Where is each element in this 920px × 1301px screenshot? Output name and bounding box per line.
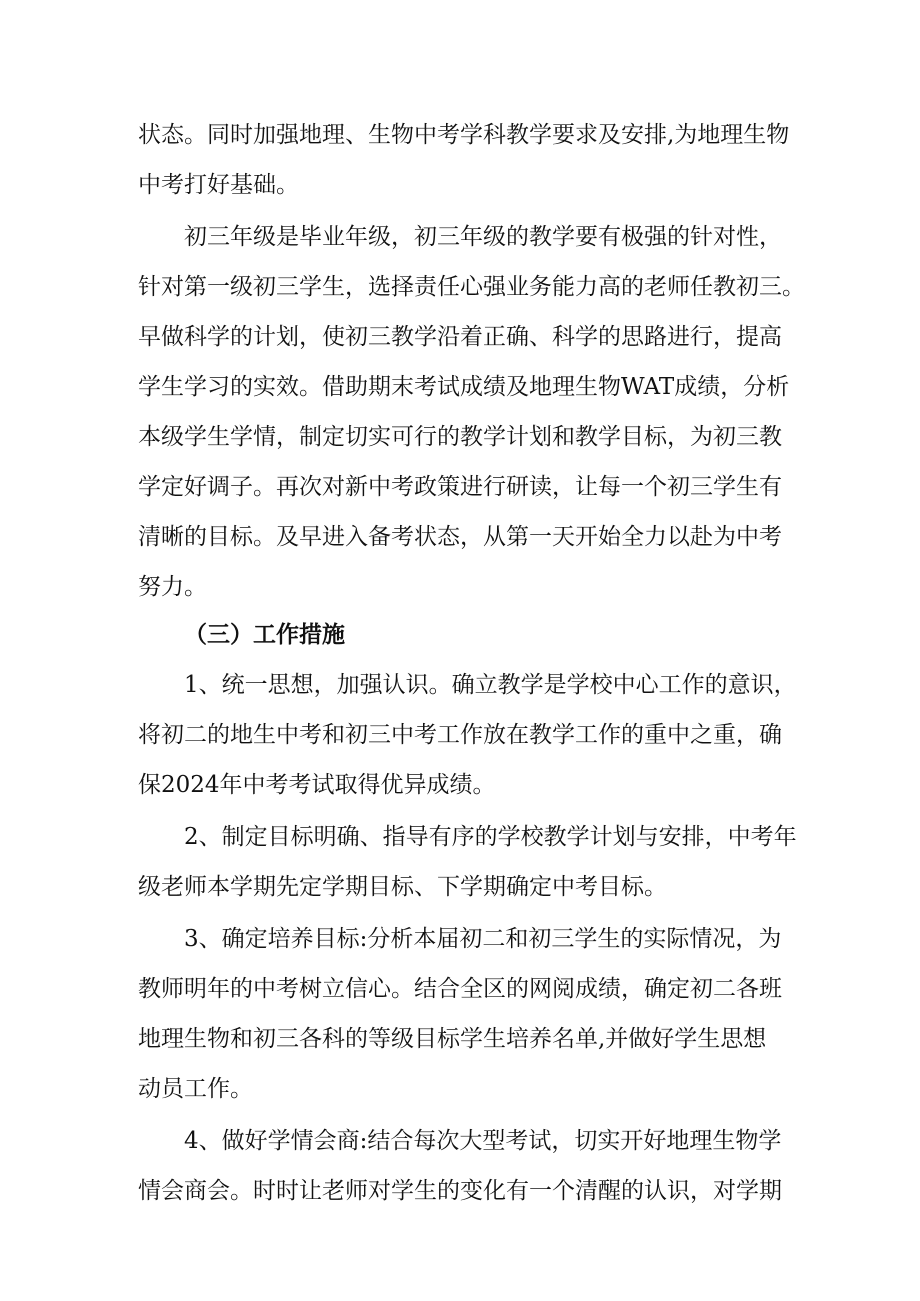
text-line: 清晰的目标。及早进入备考状态，从第一天开始全力以赴为中考 (138, 524, 782, 550)
text-line: 地理生物和初三各科的等级目标学生培养名单,并做好学生思想 (138, 1026, 767, 1052)
text-line: 学生学习的实效。借助期末考试成绩及地理生物WAT成绩，分析 (138, 374, 790, 400)
text-line: 中考打好基础。 (138, 172, 299, 198)
paragraph-first-line: 3、确定培养目标:分析本届初二和初三学生的实际情况，为 (184, 926, 782, 952)
paragraph-first-line: 4、做好学情会商:结合每次大型考试，切实开好地理生物学 (184, 1128, 782, 1154)
paragraph-first-line: 初三年级是毕业年级，初三年级的教学要有极强的针对性， (184, 224, 782, 250)
text-line: 针对第一级初三学生，选择责任心强业务能力高的老师任教初三。 (138, 274, 805, 300)
text-line: 级老师本学期先定学期目标、下学期确定中考目标。 (138, 874, 667, 900)
text-line: 情会商会。时时让老师对学生的变化有一个清醒的认识，对学期 (138, 1178, 782, 1204)
text-line: 教师明年的中考树立信心。结合全区的网阅成绩，确定初二各班 (138, 976, 782, 1002)
paragraph-first-line: 1、统一思想，加强认识。确立教学是学校中心工作的意识， (184, 672, 797, 698)
section-heading: （三）工作措施 (184, 621, 345, 648)
paragraph-first-line: 2、制定目标明确、指导有序的学校教学计划与安排，中考年 (184, 824, 797, 850)
text-line: 保2024年中考考试取得优异成绩。 (138, 772, 496, 798)
text-line: 动员工作。 (138, 1076, 253, 1102)
text-line: 努力。 (138, 574, 207, 600)
text-line: 学定好调子。再次对新中考政策进行研读，让每一个初三学生有 (138, 474, 782, 500)
text-line: 将初二的地生中考和初三中考工作放在教学工作的重中之重，确 (138, 722, 782, 748)
text-line: 状态。同时加强地理、生物中考学科教学要求及安排,为地理生物 (138, 122, 790, 148)
text-line: 早做科学的计划，使初三教学沿着正确、科学的思路进行，提高 (138, 324, 782, 350)
text-line: 本级学生学情，制定切实可行的教学计划和教学目标，为初三教 (138, 424, 782, 450)
